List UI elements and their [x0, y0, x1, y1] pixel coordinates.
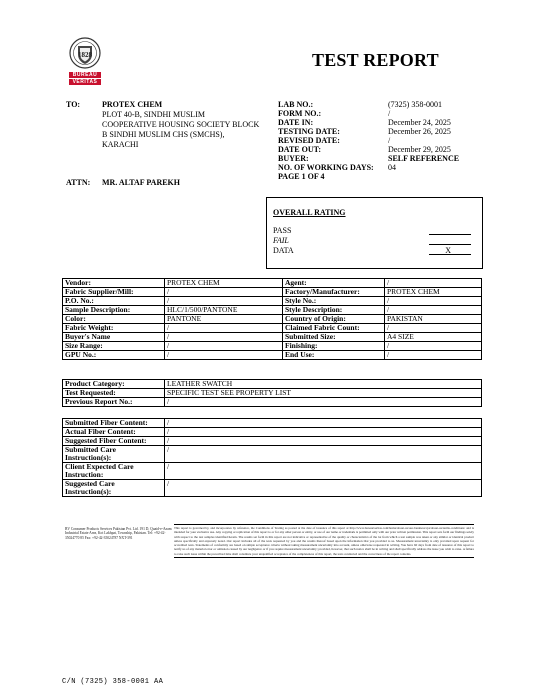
field-value: / — [385, 306, 482, 315]
field-value: PANTONE — [165, 315, 283, 324]
date-out-value: December 29, 2025 — [388, 145, 451, 154]
product-table — [62, 379, 482, 407]
field-value: / — [165, 437, 482, 446]
table-row — [63, 398, 482, 407]
field-value: / — [165, 342, 283, 351]
logo-text-top: BUREAU — [72, 72, 98, 78]
table-row — [63, 279, 482, 288]
svg-text:1828: 1828 — [78, 51, 92, 59]
field-label: Size Range: — [63, 342, 165, 351]
table-row — [63, 306, 482, 315]
to-address-line: B SINDHI MUSLIM CHS (SMCHS), — [102, 130, 225, 139]
field-value: / — [165, 324, 283, 333]
field-value: / — [165, 297, 283, 306]
page-indicator-value — [388, 172, 498, 181]
lab-info-values — [388, 100, 498, 181]
field-label: Buyer's Name — [63, 333, 165, 342]
field-value: / — [165, 398, 482, 407]
field-label: Previous Report No.: — [63, 398, 165, 407]
field-label: End Use: — [283, 351, 385, 360]
table-row — [63, 324, 482, 333]
field-value: / — [385, 279, 482, 288]
field-value: / — [165, 419, 482, 428]
form-no-value: / — [388, 109, 391, 118]
field-label: Fabric Weight: — [63, 324, 165, 333]
field-label: Color: — [63, 315, 165, 324]
field-value: / — [165, 446, 482, 463]
field-label: Submitted Fiber Content: — [63, 419, 165, 428]
field-label: Style Description: — [283, 306, 385, 315]
to-company: PROTEX CHEM — [102, 100, 163, 109]
field-label: Client Expected Care Instruction: — [63, 463, 165, 480]
lab-info-label: DATE OUT: — [278, 145, 322, 154]
table-row — [63, 437, 482, 446]
field-value: PAKISTAN — [385, 315, 482, 324]
field-value: / — [385, 324, 482, 333]
working-days-value: 04 — [388, 163, 396, 172]
field-label: Sample Description: — [63, 306, 165, 315]
rating-fail-row — [273, 236, 471, 246]
table-row — [63, 297, 482, 306]
field-value: / — [165, 351, 283, 360]
field-value: PROTEX CHEM — [385, 288, 482, 297]
table-row — [63, 463, 482, 480]
field-value: HLC/1/500/PANTONE — [165, 306, 283, 315]
rating-pass-label: PASS — [273, 226, 292, 235]
field-value: / — [165, 288, 283, 297]
table-row — [63, 380, 482, 389]
field-label: Fabric Supplier/Mill: — [63, 288, 165, 297]
rating-fail-label: FAIL — [273, 236, 289, 245]
field-value: / — [165, 428, 482, 437]
page-indicator: PAGE 1 OF 4 — [278, 172, 325, 181]
lab-info-label: FORM NO.: — [278, 109, 322, 118]
field-label: Claimed Fabric Count: — [283, 324, 385, 333]
control-number: C/N (7325) 358-0001 AA — [62, 678, 164, 686]
field-value: / — [385, 351, 482, 360]
table-row — [63, 288, 482, 297]
field-value: / — [165, 480, 482, 497]
field-value: A4 SIZE — [385, 333, 482, 342]
lab-info-label: BUYER: — [278, 154, 309, 163]
field-label: Suggested Fiber Content: — [63, 437, 165, 446]
lab-no-value: (7325) 358-0001 — [388, 100, 442, 109]
lab-info-labels — [278, 100, 388, 181]
table-row — [63, 446, 482, 463]
lab-info-label: REVISED DATE: — [278, 136, 340, 145]
company-address: BV Consumer Products Services Pakistan Pvt. Ltd. 191 D, Quaid-e-Azam Industrial Estate Area, Kot Lakhpat, Township, Pakistan. Tel: +92-42-35024770 85 Fax: +92-42-35024787 NXT-391 — [65, 527, 172, 540]
table-row — [63, 480, 482, 497]
table-row — [63, 419, 482, 428]
lab-info-label: NO. OF WORKING DAYS: — [278, 163, 374, 172]
logo-text-bottom: VERITAS — [72, 79, 98, 85]
field-label: Agent: — [283, 279, 385, 288]
field-label: Test Requested: — [63, 389, 165, 398]
rating-pass-line — [429, 234, 471, 235]
testing-date-value: December 26, 2025 — [388, 127, 451, 136]
bureau-veritas-logo — [66, 36, 104, 86]
field-label: Submitted Care Instruction(s): — [63, 446, 165, 463]
rating-title: OVERALL RATING — [273, 208, 346, 217]
field-value: PROTEX CHEM — [165, 279, 283, 288]
date-in-value: December 24, 2025 — [388, 118, 451, 127]
field-label: Country of Origin: — [283, 315, 385, 324]
table-row — [63, 428, 482, 437]
attn-name: MR. ALTAF PAREKH — [102, 178, 181, 187]
field-value: / — [165, 333, 283, 342]
rating-data-row — [273, 246, 471, 256]
table-row — [63, 389, 482, 398]
revised-date-value: / — [388, 136, 391, 145]
field-value: LEATHER SWATCH — [165, 380, 482, 389]
field-value: / — [385, 342, 482, 351]
field-label: Factory/Manufacturer: — [283, 288, 385, 297]
rating-fail-line — [429, 244, 471, 245]
field-label: Style No.: — [283, 297, 385, 306]
field-label: Vendor: — [63, 279, 165, 288]
to-address-line: KARACHI — [102, 140, 139, 149]
field-label: GPU No.: — [63, 351, 165, 360]
to-label: TO: — [66, 100, 81, 109]
table-row — [63, 342, 482, 351]
field-label: Suggested Care Instruction(s): — [63, 480, 165, 497]
field-value: / — [165, 463, 482, 480]
table-row — [63, 351, 482, 360]
field-value: SPECIFIC TEST SEE PROPERTY LIST — [165, 389, 482, 398]
report-title: TEST REPORT — [312, 50, 439, 70]
field-label: P.O. No.: — [63, 297, 165, 306]
field-label: Product Category: — [63, 380, 165, 389]
lab-info-label: LAB NO.: — [278, 100, 314, 109]
rating-data-line — [429, 254, 471, 255]
fiber-care-table — [62, 418, 482, 497]
rating-data-mark: X — [445, 246, 451, 255]
lab-info-label: TESTING DATE: — [278, 127, 340, 136]
buyer-value: SELF REFERENCE — [388, 154, 460, 163]
table-row — [63, 315, 482, 324]
field-label: Submitted Size: — [283, 333, 385, 342]
overall-rating-box — [266, 197, 483, 269]
terms-disclaimer: This report is governed by, and incorporates by reference, the Conditions of Testing as posted at the date of issuance of this report at http://www.bureauveritas.com/home/about-us/our-business/cps/about-us/terms-conditions/ and is intended for your exclusive use. Any copying or replication of this report to or for any other person or entity, or use of our name or trademark is permitted only with our prior written permission. This report sets forth our findings solely with respect to the test samples identified herein. The results set forth in this report are not indicative or representative of the quality or characteristics of the lot from which a test sample was taken or any similar or identical product unless specifically and expressly noted. Our report includes all of the tests requested by you and the results thereof based upon the information that you provided to us. Measurement uncertainty is only provided upon request for accredited tests. Statements of conformity are based on simple acceptance criteria without taking measurement uncertainty into account, unless otherwise requested in writing. You have 60 days from date of issuance of this report to notify us of any material error or omission caused by our negligence or if you require measurement uncertainty; provided, however, that such notice shall be in writing and shall specifically address the issue you wish to raise. A failure to raise such issue within the prescribed time shall constitute your unqualified acceptance of the completeness of this report, the tests conducted and the correctness of the report contents. — [174, 524, 474, 558]
attn-label: ATTN: — [66, 178, 91, 187]
field-label: Finishing: — [283, 342, 385, 351]
lab-info-label: DATE IN: — [278, 118, 314, 127]
rating-data-label: DATA — [273, 246, 294, 255]
field-label: Actual Fiber Content: — [63, 428, 165, 437]
to-address-line: COOPERATIVE HOUSING SOCIETY BLOCK — [102, 120, 260, 129]
to-address-block — [102, 100, 274, 150]
to-address-line: PLOT 40-B, SINDHI MUSLIM — [102, 110, 205, 119]
sample-details-table — [62, 278, 482, 360]
field-value: / — [385, 297, 482, 306]
rating-pass-row — [273, 226, 471, 236]
table-row — [63, 333, 482, 342]
